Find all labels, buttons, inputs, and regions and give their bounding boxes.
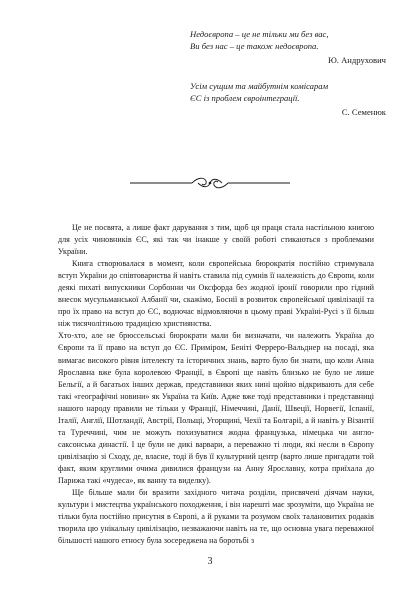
- paragraph: Хто-хто, але не брюссельські бюрократи мали би визначати, чи належить Україна до Європи та її право на вступ до ЄС. Приміром, Беніті Ферреро-Вальднер на посаді, яка вимагає високого рівня інтелекту та історичних знань, варто було би знати, що коли Анна Ярославна вже була королевою Франції, в Європі ще навіть близько не було не лише Бельгії, а й багатьох інших держав, представники яких нині щойно відкривають для себе такі «географічні новини» як Україна та Київ. Адже вже тоді представники і представниці нашого народу правили не тільки у Франції, Німеччині, Данії, Швеції, Норвегії, Іспанії, Італії, Англії, Шотландії, Австрії, Польщі, Угорщині, Чехії та Болгарії, а й навіть у Візантії та Туреччині, чим не можуть похизуватися жодна французька, німецька чи англо-саксонська династії. І це були не дикі варвари, а переважно ті люди, які несли в Європу цивілізацію зі Сходу, де, власне, тоді й був її культурний центр (варто лише пригадати той факт, яким круглими очима дивилися французи на Анну Ярославну, котра приїхала до Парижа такі «чудеса», як ванну та виделку).: [58, 331, 374, 485]
- epigraph-line: Усім сущим та майбутнім комісарам: [190, 80, 329, 91]
- epigraph-author: Ю. Андрухович: [327, 55, 386, 66]
- epigraph-2: [190, 80, 386, 119]
- page-number: 3: [207, 556, 213, 567]
- body-text: [58, 222, 374, 547]
- epigraph-line: Ви без нас – це також недоєвропа.: [190, 41, 319, 52]
- epigraph-line: ЄС із проблем євроінтеграції.: [190, 92, 300, 103]
- epigraph-line: Недоєвропа – це не тільки ми без вас,: [190, 29, 329, 39]
- epigraph-1: [190, 28, 386, 67]
- paragraph: Це не посвята, а лише факт дарування з тим, щоб ця праця стала настільною книгою для усіх чиновників ЄС, які так чи інакше у своїй роботі стикаються з проблемами України.: [58, 223, 374, 257]
- epigraph-author: С. Семенюк: [341, 107, 386, 118]
- flourish-divider-icon: [128, 176, 292, 190]
- paragraph: Ще більше мали би вразити західного читача розділи, присвячені діячам науки, культури і мистецтва українського походження, і він нарешті має зрозуміти, що Україна не тільки була постійно присутня в Європі, а й руками та розумом своїх талановитих родаків творила цю унікальну цивілізацію, незважаючи навіть на те, що основна увага переважної більшості нашого етносу була зосереджена на боротьбі з: [58, 488, 374, 546]
- paragraph: Книга створювалася в момент, коли європейська бюрократія постійно стримувала вступ України до співтовариства й навіть ставила під сумнів її належність до Європи, коли деякі пихаті випускники Сорбонни чи Оксфорда без жодної іронії говорили про гідний внесок мусульманської Албанії чи, скажімо, Боснії в розвиток європейської цивілізації та про їх право на вступ до ЄС, водночас відмовляючи в цьому праві Україні-Русі з її більш ніж тисячолітньою традицією християнства.: [58, 259, 374, 329]
- epigraphs: [190, 28, 386, 118]
